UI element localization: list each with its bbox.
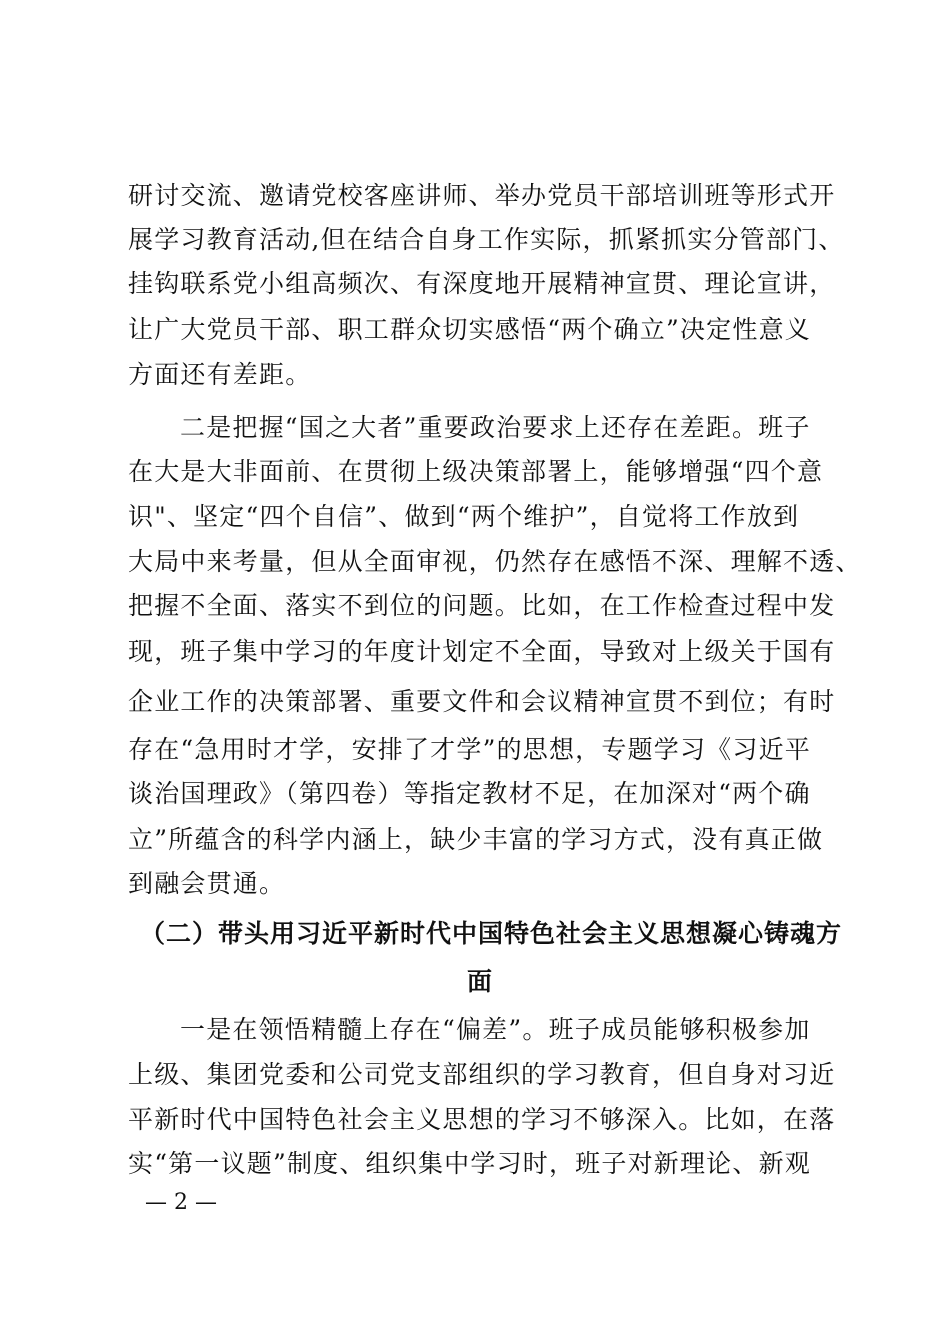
section-heading-continued: 面 (466, 967, 493, 996)
body-text-line: 现，班子集中学习的年度计划定不全面，导致对上级关于国有 (128, 637, 836, 666)
body-text-line: 让广大党员干部、职工群众切实感悟“两个确立”决定性意义 (128, 315, 811, 344)
paragraph-first-line: 二是把握“国之大者”重要政治要求上还存在差距。班子 (180, 413, 811, 442)
body-text-line: 立”所蕴含的科学内涵上，缺少丰富的学习方式，没有真正做 (128, 825, 824, 854)
body-text-line: 谈治国理政》（第四卷）等指定教材不足，在加深对“两个确 (128, 779, 811, 808)
body-text-line: 企业工作的决策部署、重要文件和会议精神宣贯不到位；有时 (128, 687, 836, 716)
body-text-line: 方面还有差距。 (128, 360, 312, 389)
body-text-line: 上级、集团党委和公司党支部组织的学习教育，但自身对习近 (128, 1060, 836, 1089)
body-text-line: 把握不全面、落实不到位的问题。比如，在工作检查过程中发 (128, 591, 836, 620)
body-text-line: 识"、坚定“四个自信”、做到“两个维护”，自觉将工作放到 (128, 502, 800, 531)
body-text-line: 平新时代中国特色社会主义思想的学习不够深入。比如，在落 (128, 1105, 836, 1134)
body-text-line: 存在“急用时才学，安排了才学”的思想，专题学习《习近平 (128, 735, 811, 764)
body-text-line: 研讨交流、邀请党校客座讲师、举办党员干部培训班等形式开 (128, 181, 836, 210)
body-text-line: 到融会贯通。 (128, 869, 286, 898)
body-text-line: 大局中来考量，但从全面审视，仍然存在感悟不深、理解不透、 (128, 547, 862, 576)
section-heading: （二）带头用习近平新时代中国特色社会主义思想凝心铸魂方 (140, 919, 843, 948)
body-text-line: 实“第一议题”制度、组织集中学习时，班子对新理论、新观 (128, 1149, 811, 1178)
body-text-line: 在大是大非面前、在贯彻上级决策部署上，能够增强“四个意 (128, 457, 824, 486)
body-text-line: 挂钩联系党小组高频次、有深度地开展精神宣贯、理论宣讲， (128, 269, 836, 298)
page-number: — 2 — (145, 1190, 217, 1215)
paragraph-first-line: 一是在领悟精髓上存在“偏差”。班子成员能够积极参加 (180, 1015, 811, 1044)
body-text-line: 展学习教育活动,但在结合自身工作实际，抓紧抓实分管部门、 (128, 225, 845, 254)
